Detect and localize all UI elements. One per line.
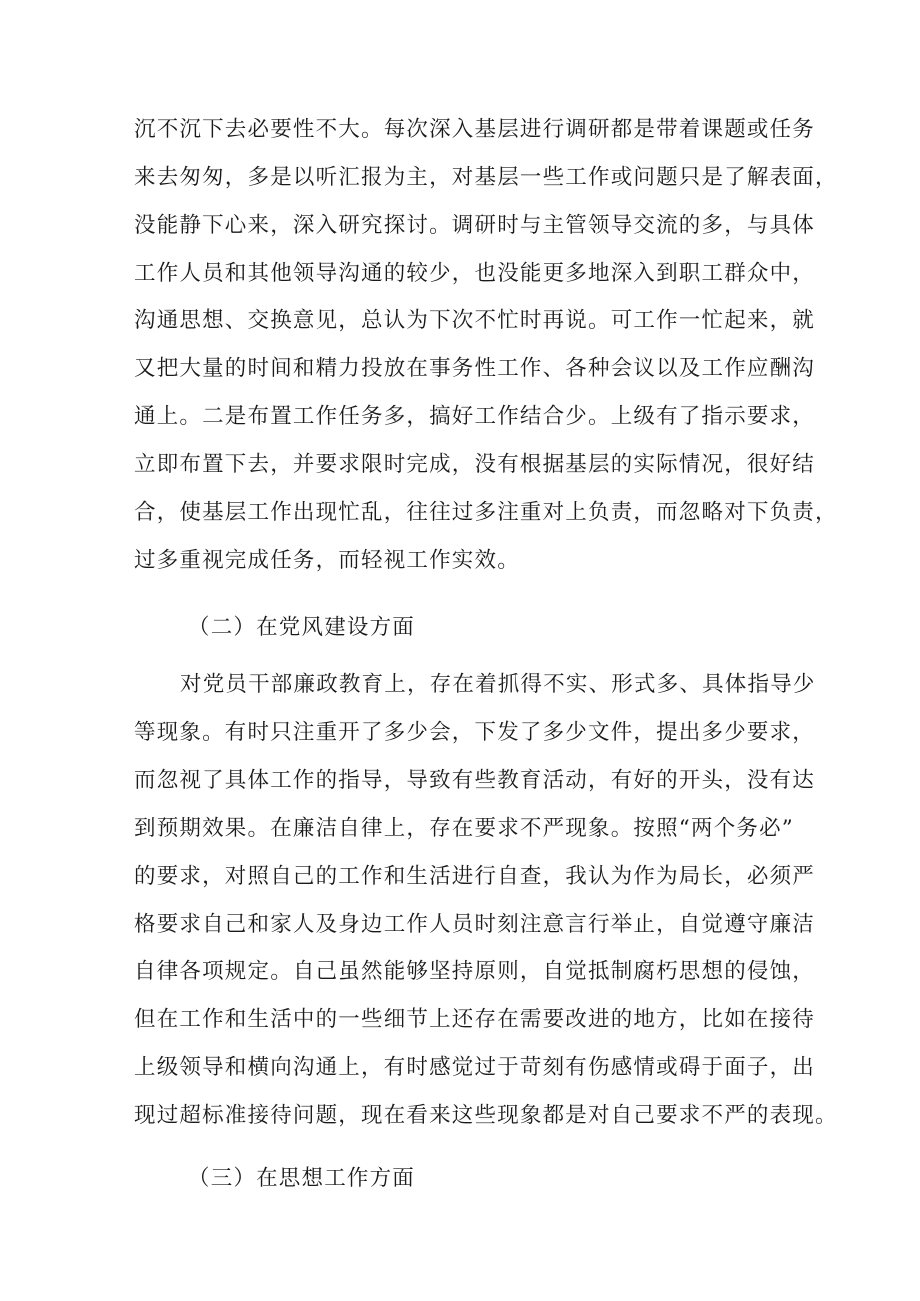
text-line: 沟通思想、交换意见，总认为下次不忙时再说。可工作一忙起来，就 bbox=[134, 308, 816, 333]
text-line: 对党员干部廉政教育上，存在着抓得不实、形式多、具体指导少 bbox=[180, 672, 816, 697]
text-line: 合，使基层工作出现忙乱，往往过多注重对上负责，而忽略对下负责， bbox=[134, 500, 838, 525]
section-heading: （二）在党风建设方面 bbox=[188, 615, 416, 640]
section-heading: （三）在思想工作方面 bbox=[188, 1166, 416, 1191]
text-line: 上级领导和横向沟通上，有时感觉过于苛刻有伤感情或碍于面子，出 bbox=[134, 1055, 816, 1080]
text-line: 沉不沉下去必要性不大。每次深入基层进行调研都是带着课题或任务 bbox=[134, 117, 816, 142]
text-line: 到预期效果。在廉洁自律上，存在要求不严现象。按照“两个务必” bbox=[134, 816, 794, 841]
text-line: 而忽视了具体工作的指导，导致有些教育活动，有好的开头，没有达 bbox=[134, 768, 816, 793]
text-line: 现过超标准接待问题，现在看来这些现象都是对自己要求不严的表现。 bbox=[134, 1103, 838, 1128]
text-line: 但在工作和生活中的一些细节上还存在需要改进的地方，比如在接待 bbox=[134, 1007, 816, 1032]
text-line: 工作人员和其他领导沟通的较少，也没能更多地深入到职工群众中， bbox=[134, 261, 816, 286]
text-line: 来去匆匆，多是以听汇报为主，对基层一些工作或问题只是了解表面， bbox=[134, 165, 838, 190]
text-line: 自律各项规定。自己虽然能够坚持原则，自觉抵制腐朽思想的侵蚀， bbox=[134, 959, 816, 984]
text-line: 的要求，对照自己的工作和生活进行自查，我认为作为局长，必须严 bbox=[134, 864, 816, 889]
text-line: 过多重视完成任务，而轻视工作实效。 bbox=[134, 548, 520, 573]
text-line: 格要求自己和家人及身边工作人员时刻注意言行举止，自觉遵守廉洁 bbox=[134, 912, 816, 937]
text-line: 立即布置下去，并要求限时完成，没有根据基层的实际情况，很好结 bbox=[134, 452, 816, 477]
text-line: 通上。二是布置工作任务多，搞好工作结合少。上级有了指示要求， bbox=[134, 404, 816, 429]
text-line: 没能静下心来，深入研究探讨。调研时与主管领导交流的多，与具体 bbox=[134, 213, 816, 238]
text-line: 又把大量的时间和精力投放在事务性工作、各种会议以及工作应酬沟 bbox=[134, 356, 816, 381]
text-line: 等现象。有时只注重开了多少会，下发了多少文件，提出多少要求， bbox=[134, 720, 816, 745]
